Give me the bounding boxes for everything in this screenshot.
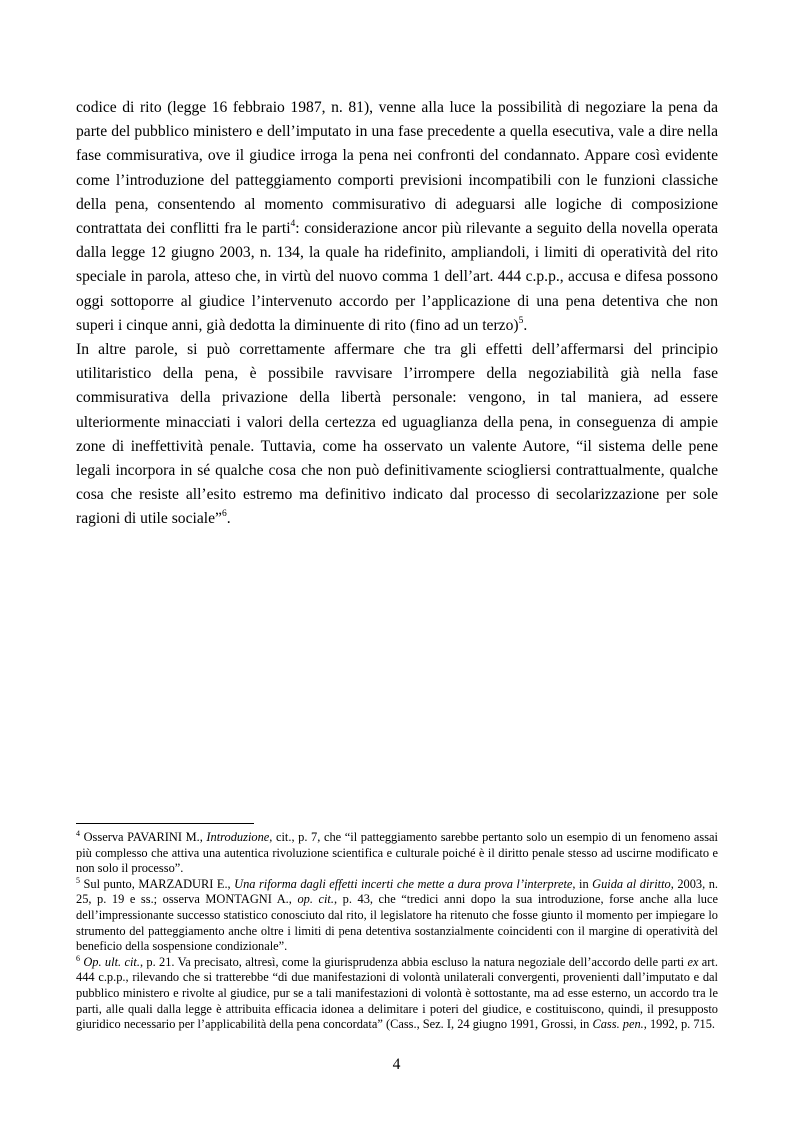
footnote-text: , 2003, n. 25, p. 19 e ss.; osserva MONTAGNI A., — [76, 876, 718, 907]
paragraph-1-text: codice di rito (legge 16 febbraio 1987, n. 81), venne alla luce la possibilità di negoziare la pena da parte del pubblico ministero e dell’imputato in una fase precedente a quella esecutiva, vale a dire nella fase commisurativa, ove il giudice irroga la pena nei confronti del condannato. Appare così evidente come l’introduzione del patteggiamento comporti previsioni incompatibili con le funzioni classiche della pena, consentendo al momento commisurativo di adeguarsi alle logiche di composizione contrattata dei conflitti fra le parti — [76, 99, 718, 238]
page-number: 4 — [392, 1056, 401, 1073]
footnote-italic-title: op. cit. — [297, 892, 334, 907]
footnote-italic-title: Introduzione — [206, 830, 270, 844]
footnote-separator — [76, 823, 254, 824]
footnote-number: 4 — [76, 829, 80, 838]
footnote-number: 5 — [76, 875, 80, 885]
footnote-ref-5[interactable]: 5 — [518, 315, 524, 326]
footnote-5 — [76, 877, 718, 955]
footnote-text: , in — [572, 876, 593, 891]
footnote-italic-title: ex — [687, 954, 699, 969]
footnote-italic-title: Una riforma dagli effetti incerti che mette a dura prova l’interprete — [234, 876, 573, 891]
footnote-text: , cit., p. 7, che “il patteggiamento sarebbe pertanto solo un esempio di un fenomeno assai più complesso che attiva una autentica rivoluzione scientifica e culturale poiché è il diritto penale stesso ad uscirne modificato e non solo il processo”. — [76, 830, 718, 876]
footnote-ref-6[interactable]: 6 — [221, 509, 227, 520]
paragraph-2 — [76, 338, 718, 532]
paragraph-1-text: : considerazione ancor più rilevante a seguito della novella operata dalla legge 12 giugno 2003, n. 134, la quale ha ridefinito, ampliandoli, i limiti di operatività del rito speciale in parola, atteso che, in virtù del nuovo comma 1 dell’art. 444 c.p.p., accusa e difesa possono oggi sottoporre al giudice l’intervenuto accordo per l’applicazione di una pena detentiva che non superi i cinque anni, già dedotta la diminuente di rito (fino ad un terzo) — [76, 220, 718, 334]
paragraph-1-text: . — [523, 316, 528, 334]
footnotes — [76, 830, 718, 1033]
footnote-number: 6 — [76, 953, 80, 963]
paragraph-2-text: . — [226, 510, 231, 528]
footnote-text: , 1992, p. 715. — [643, 1017, 716, 1032]
footnote-text: Osserva PAVARINI M., — [80, 830, 207, 844]
footnote-italic-title: Op. ult. cit. — [83, 954, 140, 969]
footnote-text: , p. 21. Va precisato, altresì, come la giurisprudenza abbia escluso la natura negoziale dell’accordo delle parti — [139, 954, 688, 969]
paragraph-2-text: In altre parole, si può correttamente affermare che tra gli effetti dell’affermarsi del principio utilitaristico della pena, è possibile ravvisare l’irrompere della negoziabilità già nella fase commisurativa della privazione della libertà personale: vengono, in tal maniera, ad essere ulteriormente minacciati i valori della certezza ed uguaglianza della pena, in conseguenza di ampie zone di ineffettività penale. Tuttavia, come ha osservato un valente Autore, “il sistema delle pene legali incorpora in sé qualche cosa che non può definitivamente sciogliersi contrattualmente, qualche cosa che resiste all’esito estremo ma definitivo indicato dal processo di secolarizzazione per sole ragioni di utile sociale” — [76, 341, 718, 528]
footnote-text: art. 444 c.p.p., rilevando che si tratterebbe “di due manifestazioni di volontà unilaterali convergenti, provenienti dall’imputato e dal pubblico ministero e rivolte al giudice, pur se a tali manifestazioni di volontà è sottostante, ma ad esse esterno, un accordo tra le parti, alle quali dalla legge è attribuita efficacia idonea a delimitare i poteri del giudice, e costituiscono, quindi, il presupposto giuridico necessario per l’applicabilità della pena concordata” (Cass., Sez. I, 24 giugno 1991, Grossi, in — [76, 954, 718, 1032]
footnote-italic-title: Cass. pen. — [592, 1017, 644, 1032]
main-text — [76, 96, 718, 532]
footnote-4 — [76, 830, 718, 877]
footnote-text: , p. 43, che “tredici anni dopo la sua introduzione, forse anche alla luce dell’impressionante successo statistico conosciuto dal rito, il legislatore ha ritenuto che fosse giunto il momento per impiegare lo strumento del patteggiamento anche oltre i limiti di pena detentiva sostanzialmente coincidenti con il margine di operatività del beneficio della sospensione condizionale”. — [76, 892, 718, 954]
paragraph-1 — [76, 96, 718, 338]
footnote-6 — [76, 955, 718, 1033]
footnote-ref-4[interactable]: 4 — [290, 219, 296, 230]
footnote-italic-title: Guida al diritto — [592, 876, 671, 891]
footnote-text: Sul punto, MARZADURI E., — [80, 876, 235, 891]
